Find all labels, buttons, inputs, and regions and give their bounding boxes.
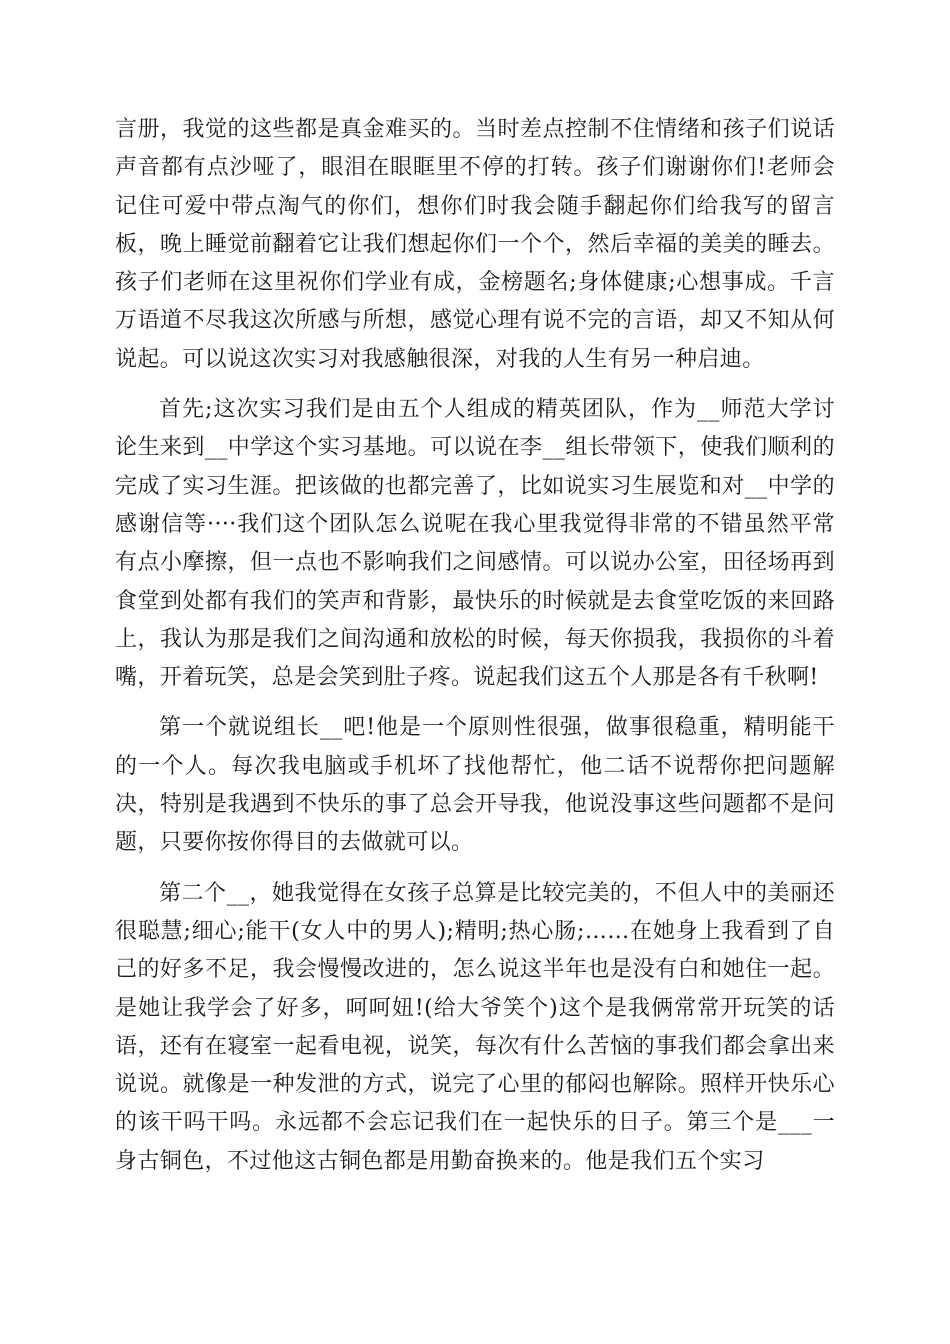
paragraph-1: 言册，我觉的这些都是真金难买的。当时差点控制不住情绪和孩子们说话声音都有点沙哑了，眼泪在眼眶里不停的打转。孩子们谢谢你们!老师会记住可爱中带点淘气的你们，想你们时我会随手翻起你们给我写的留言板，晚上睡觉前翻着它让我们想起你们一个个，然后幸福的美美的睡去。孩子们老师在这里祝你们学业有成，金榜题名;身体健康;心想事成。千言万语道不尽我这次所感与所想，感觉心理有说不完的言语，却又不知从何说起。可以说这次实习对我感触很深，对我的人生有另一种启迪。 bbox=[115, 117, 835, 372]
paragraph-4: 第二个__，她我觉得在女孩子总算是比较完美的，不但人中的美丽还很聪慧;细心;能干(女人中的男人);精明;热心肠;……在她身上我看到了自己的好多不足，我会慢慢改进的，怎么说这半年也是没有白和她住一起。是她让我学会了好多，呵呵妞!(给大爷笑个)这个是我俩常常开玩笑的话语，还有在寝室一起看电视，说笑，每次有什么苦恼的事我们都会拿出来说说。就像是一种发泄的方式，说完了心里的郁闷也解除。照样开快乐心的该干吗干吗。永远都不会忘记我们在一起快乐的日子。第三个是___一身古铜色，不过他这古铜色都是用勤奋换来的。他是我们五个实习 bbox=[115, 880, 835, 1174]
document-body bbox=[115, 111, 835, 1181]
paragraph-3: 第一个就说组长__吧!他是一个原则性很强，做事很稳重，精明能干的一个人。每次我电脑或手机坏了找他帮忙，他二话不说帮你把问题解决，特别是我遇到不快乐的事了总会开导我，他说没事这些问题都不是问题，只要你按你得目的去做就可以。 bbox=[115, 715, 835, 856]
paragraph-2: 首先;这次实习我们是由五个人组成的精英团队，作为__师范大学讨论生来到__中学这个实习基地。可以说在李__组长带领下，使我们顺利的完成了实习生涯。把该做的也都完善了，比如说实习生展览和对__中学的感谢信等····我们这个团队怎么说呢在我心里我觉得非常的不错虽然平常有点小摩擦，但一点也不影响我们之间感情。可以说办公室，田径场再到食堂到处都有我们的笑声和背影，最快乐的时候就是去食堂吃饭的来回路上，我认为那是我们之间沟通和放松的时候，每天你损我，我损你的斗着嘴，开着玩笑，总是会笑到肚子疼。说起我们这五个人那是各有千秋啊! bbox=[115, 397, 835, 691]
